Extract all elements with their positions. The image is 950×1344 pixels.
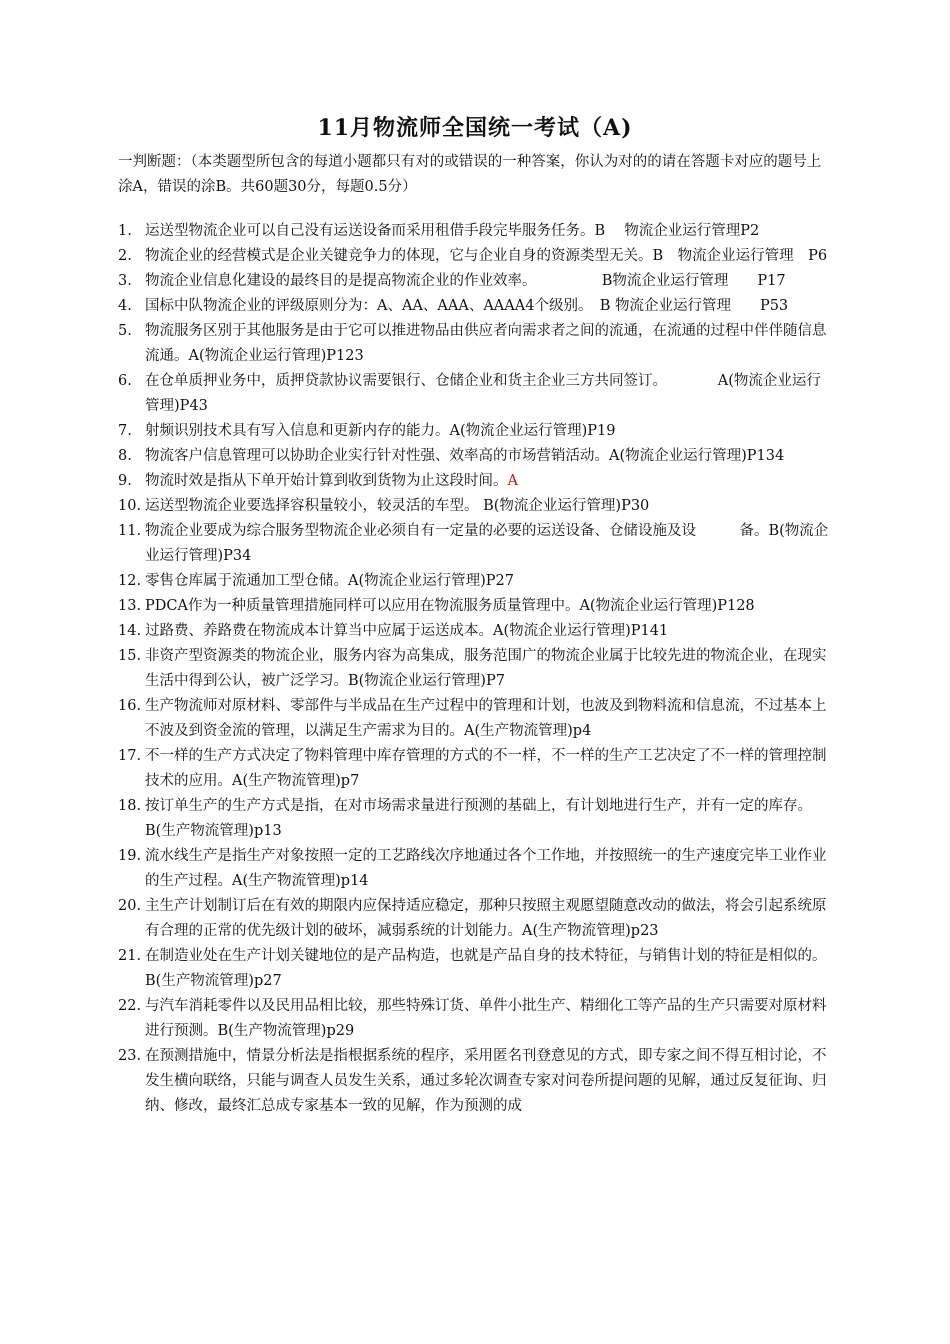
question-text: PDCA作为一种质量管理措施同样可以应用在物流服务质量管理中。A(物流企业运行管理)P128 [145, 598, 755, 614]
question-item [0, 744, 835, 794]
question-number: 1. [118, 223, 132, 239]
question-number: 10. [118, 498, 142, 514]
question-text: 物流客户信息管理可以协助企业实行针对性强、效率高的市场营销活动。A(物流企业运行管理)P134 [145, 448, 785, 464]
question-number: 14. [118, 623, 142, 639]
question-text: 在仓单质押业务中，质押贷款协议需要银行、仓储企业和货主企业三方共同签订。 A(物流企业运行管理)P43 [145, 373, 821, 414]
question-text: 不一样的生产方式决定了物料管理中库存管理的方式的不一样，不一样的生产工艺决定了不一样的管理控制技术的应用。A(生产物流管理)p7 [145, 748, 827, 789]
question-number: 15. [118, 648, 142, 664]
question-number: 13. [118, 598, 142, 614]
question-item [0, 319, 835, 369]
question-number: 20. [118, 898, 142, 914]
question-number: 2. [118, 248, 132, 264]
question-number: 19. [118, 848, 142, 864]
question-text: 物流企业的经营模式是企业关键竞争力的体现，它与企业自身的资源类型无关。B 物流企业运行管理 P6 [145, 248, 828, 264]
question-text: 物流时效是指从下单开始计算到收到货物为止这段时间。 [145, 473, 508, 489]
question-item [0, 594, 835, 619]
question-item [0, 794, 835, 844]
question-text: 按订单生产的生产方式是指，在对市场需求量进行预测的基础上，有计划地进行生产，并有一定的库存。B(生产物流管理)p13 [145, 798, 812, 839]
question-item [0, 844, 835, 894]
question-number: 5. [118, 323, 132, 339]
question-item [0, 619, 835, 644]
question-text: 在制造业处在生产计划关键地位的是产品构造，也就是产品自身的技术特征，与销售计划的特征是相似的。B(生产物流管理)p27 [145, 948, 827, 989]
question-number: 16. [118, 698, 142, 714]
question-number: 8. [118, 448, 132, 464]
question-item [0, 694, 835, 744]
question-text: 物流企业信息化建设的最终目的是提高物流企业的作业效率。 B物流企业运行管理 P17 [145, 273, 786, 289]
question-text: 与汽车消耗零件以及民用品相比较，那些特殊订货、单件小批生产、精细化工等产品的生产只需要对原材料进行预测。B(生产物流管理)p29 [145, 998, 827, 1039]
question-text: 国标中队物流企业的评级原则分为：A、AA、AAA、AAAA4个级别。 B 物流企业运行管理 P53 [145, 298, 789, 314]
question-number: 23. [118, 1048, 142, 1064]
question-number: 3. [118, 273, 132, 289]
question-number: 17. [118, 748, 142, 764]
question-text: 运送型物流企业要选择容积量较小，较灵活的车型。 B(物流企业运行管理)P30 [145, 498, 650, 514]
question-item [0, 219, 835, 244]
question-text: 零售仓库属于流通加工型仓储。A(物流企业运行管理)P27 [145, 573, 514, 589]
question-item [0, 294, 835, 319]
question-text: 生产物流师对原材料、零部件与半成品在生产过程中的管理和计划，也波及到物料流和信息流，不过基本上不波及到资金流的管理，以满足生产需求为目的。A(生产物流管理)p4 [145, 698, 827, 739]
question-item [0, 419, 835, 444]
question-text: 物流服务区别于其他服务是由于它可以推进物品由供应者向需求者之间的流通，在流通的过程中伴伴随信息流通。A(物流企业运行管理)P123 [145, 323, 827, 364]
answer-mark: A [507, 473, 518, 489]
question-text: 非资产型资源类的物流企业，服务内容为高集成，服务范围广的物流企业属于比较先进的物流企业，在现实生活中得到公认，被广泛学习。B(物流企业运行管理)P7 [145, 648, 827, 689]
question-item [0, 469, 835, 494]
question-list [0, 219, 950, 1119]
question-number: 11. [118, 523, 142, 539]
question-number: 4. [118, 298, 132, 314]
question-number: 9. [118, 473, 132, 489]
question-number: 21. [118, 948, 142, 964]
question-text: 主生产计划制订后在有效的期限内应保持适应稳定，那种只按照主观愿望随意改动的做法，将会引起系统原有合理的正常的优先级计划的破坏，减弱系统的计划能力。A(生产物流管理)p23 [145, 898, 827, 939]
question-item [0, 369, 835, 419]
question-number: 7. [118, 423, 132, 439]
question-item [0, 444, 835, 469]
question-item [0, 269, 835, 294]
section-intro: 一判断题：（本类题型所包含的每道小题都只有对的或错误的一种答案，你认为对的的请在答题卡对应的题号上涂A，错误的涂B。共60题30分，每题0.5分） [118, 154, 822, 195]
question-text: 流水线生产是指生产对象按照一定的工艺路线次序地通过各个工作地，并按照统一的生产速度完毕工业作业的生产过程。A(生产物流管理)p14 [145, 848, 827, 889]
question-item [0, 1044, 835, 1119]
question-number: 18. [118, 798, 142, 814]
question-text: 射频识别技术具有写入信息和更新内存的能力。A(物流企业运行管理)P19 [145, 423, 616, 439]
question-item [0, 494, 835, 519]
question-item [0, 644, 835, 694]
question-item [0, 894, 835, 944]
question-text: 物流企业要成为综合服务型物流企业必须自有一定量的必要的运送设备、仓储设施及设 备。B(物流企业运行管理)P34 [145, 523, 829, 564]
question-item [0, 244, 835, 269]
page-title: 11月物流师全国统一考试（A) [317, 115, 633, 141]
question-number: 12. [118, 573, 142, 589]
question-item [0, 519, 835, 569]
question-item [0, 994, 835, 1044]
question-text: 在预测措施中，情景分析法是指根据系统的程序，采用匿名刊登意见的方式，即专家之间不得互相讨论，不发生横向联络，只能与调查人员发生关系，通过多轮次调查专家对问卷所提问题的见解，通过反复征询、归纳、修改，最终汇总成专家基本一致的见解，作为预测的成 [145, 1048, 827, 1114]
question-text: 运送型物流企业可以自己没有运送设备而采用租借手段完毕服务任务。B 物流企业运行管理P2 [145, 223, 760, 239]
question-number: 6. [118, 373, 132, 389]
question-item [0, 944, 835, 994]
question-item [0, 569, 835, 594]
question-number: 22. [118, 998, 142, 1014]
question-text: 过路费、养路费在物流成本计算当中应属于运送成本。A(物流企业运行管理)P141 [145, 623, 669, 639]
